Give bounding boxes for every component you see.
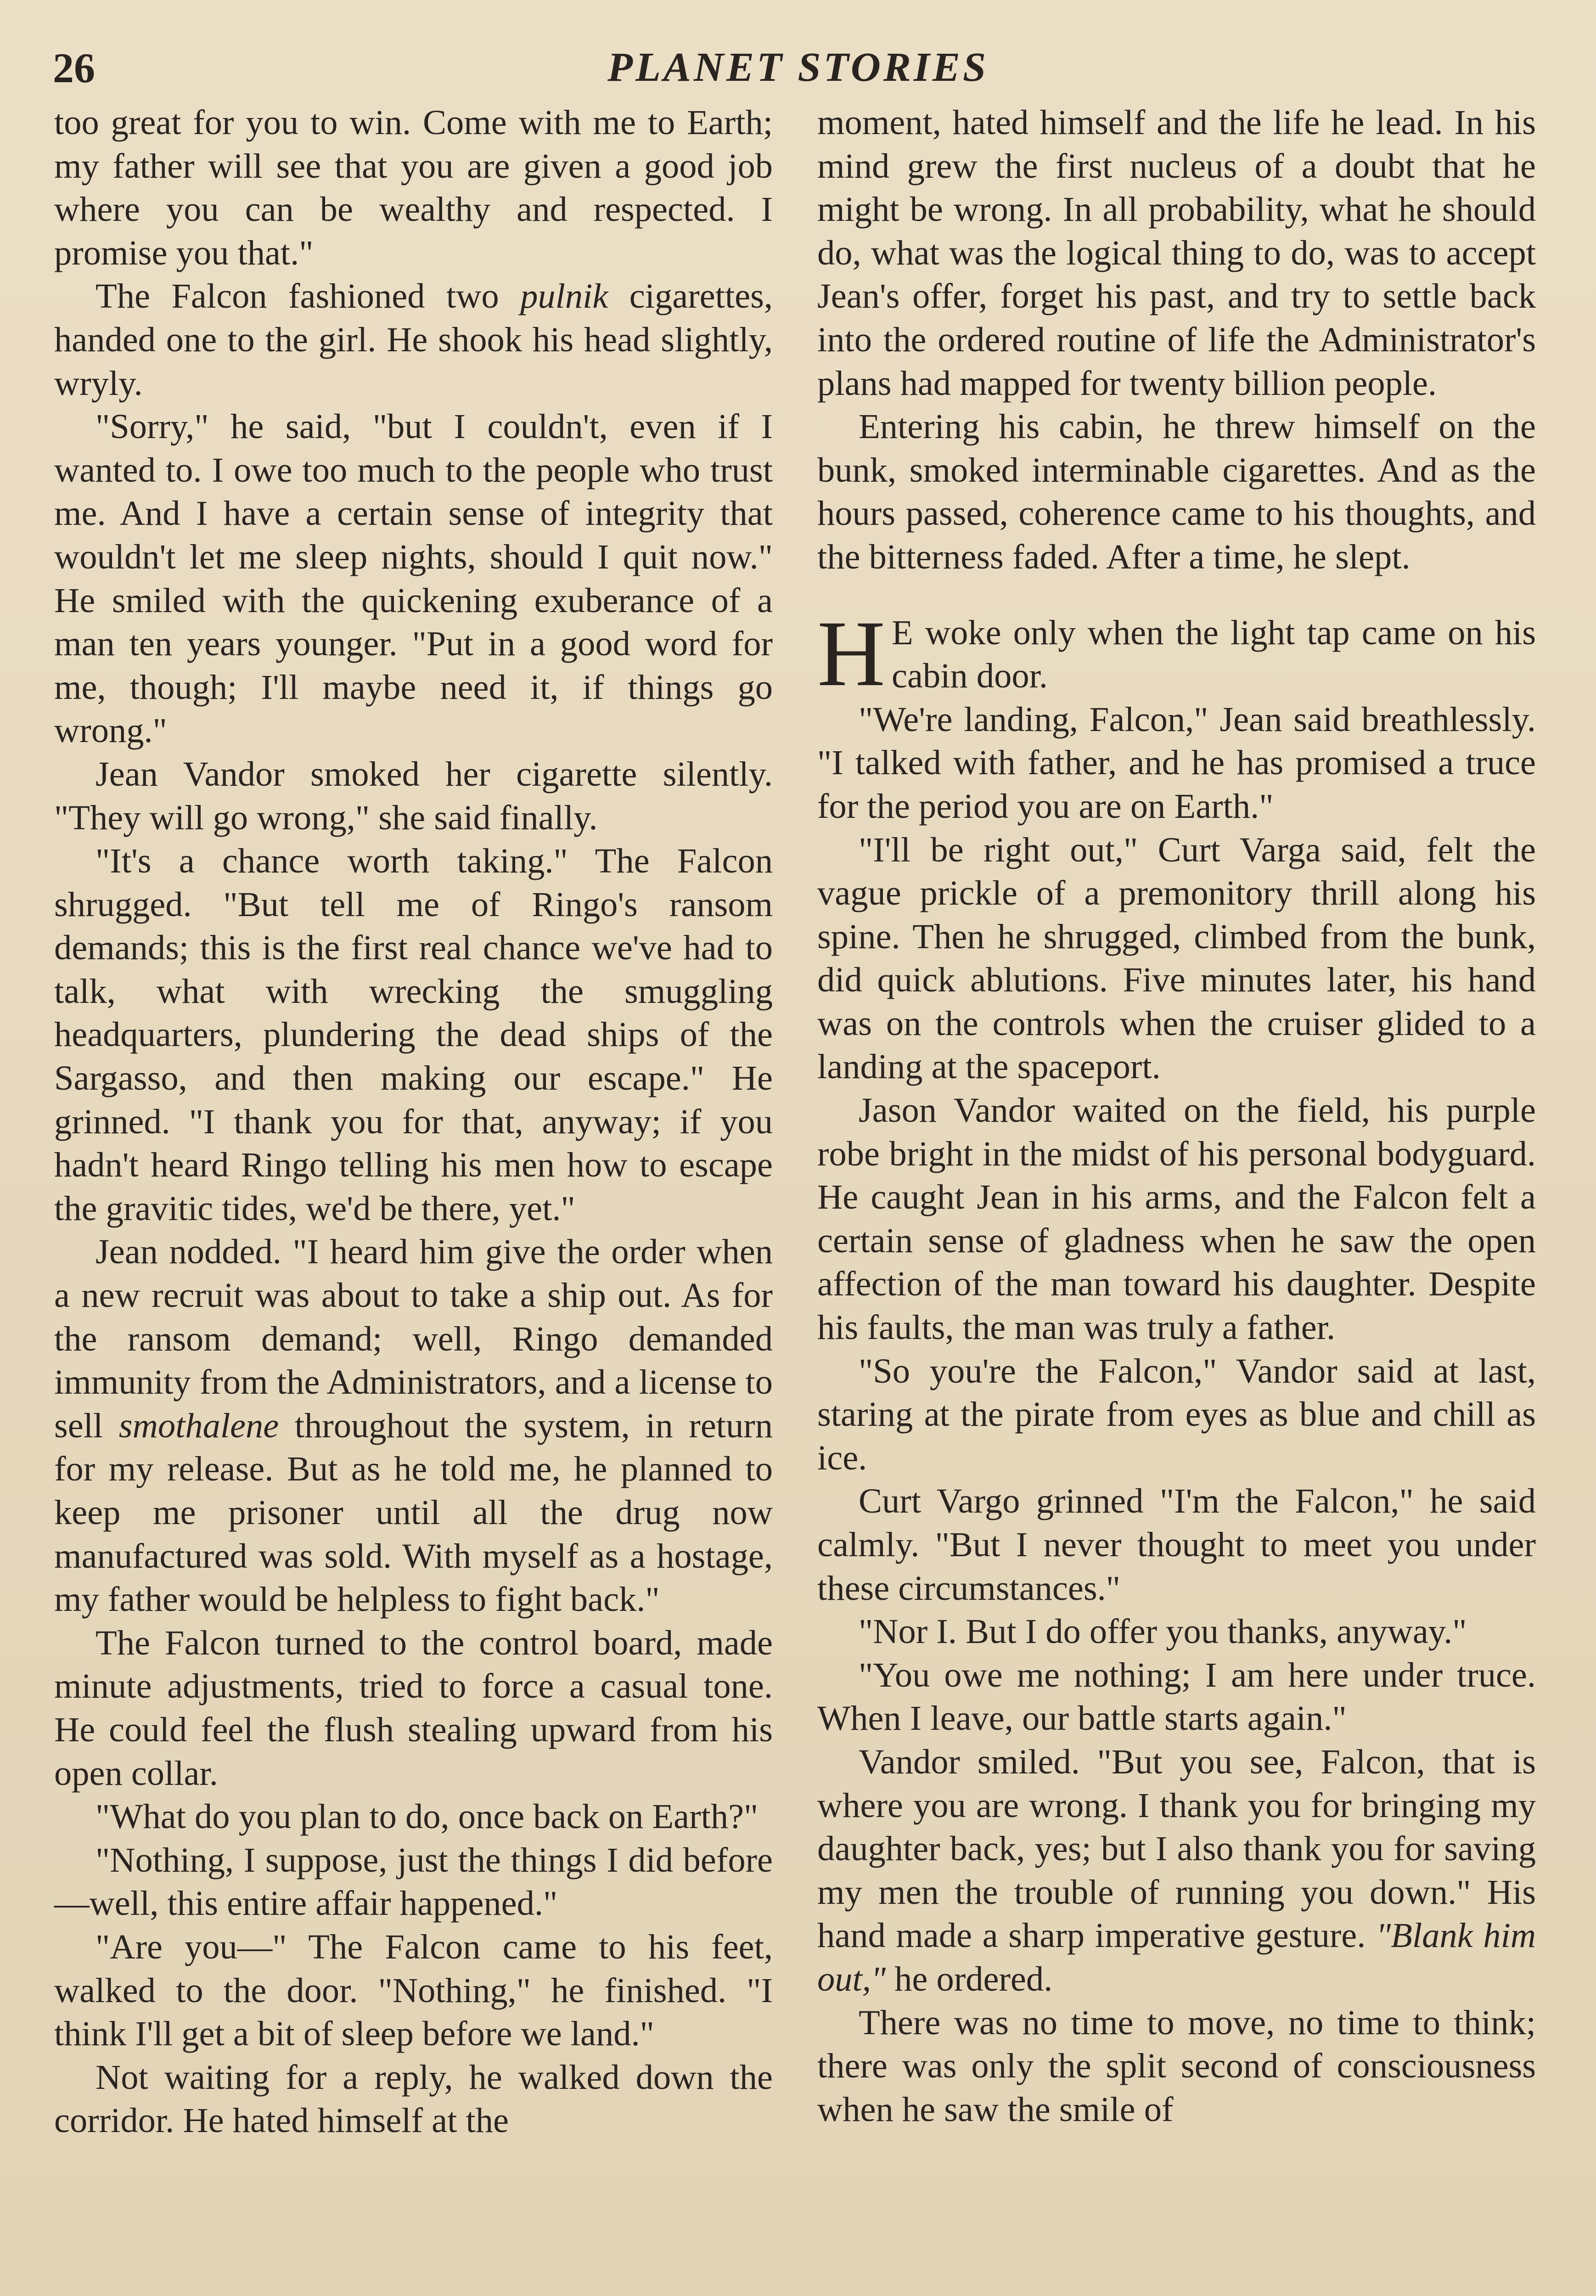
body-paragraph: [54, 275, 773, 405]
body-paragraph: [54, 753, 773, 839]
text-run: "We're landing, Falcon," Jean said breathlessly. "I talked with father, and he has promised a truce for the period you are on Earth.": [817, 699, 1536, 826]
text-run: The Falcon turned to the control board, made minute adjustments, tried to force a casual tone. He could feel the flush stealing upward from his open collar.: [54, 1623, 773, 1793]
body-paragraph: [54, 1925, 773, 2056]
text-run: Jean nodded. "I heard him give the order when a new recruit was about to take a ship out. As for the ransom demand; well, Ringo demanded immunity from the Administrators, and a license to sell: [54, 1232, 773, 1445]
text-run: "So you're the Falcon," Vandor said at last, staring at the pirate from eyes as blue and chill as ice.: [817, 1351, 1536, 1477]
body-paragraph: [54, 1839, 773, 1925]
text-run: "I'll be right out," Curt Varga said, felt the vague prickle of a premonitory thrill along his spine. Then he shrugged, climbed from the bunk, did quick ablutions. Five minutes later, his hand was on the controls when the cruiser glided to a landing at the spaceport.: [817, 830, 1536, 1086]
text-run: Not waiting for a reply, he walked down the corridor. He hated himself at the: [54, 2057, 773, 2140]
body-paragraph: [817, 828, 1536, 1089]
text-run: Vandor smiled. "But you see, Falcon, that is where you are wrong. I thank you for bringing my daughter back, yes; but I also thank you for saving my men the trouble of running you down." His hand made a sharp imperative gesture.: [817, 1742, 1536, 1955]
text-run: Jason Vandor waited on the field, his purple robe bright in the midst of his personal bodyguard. He caught Jean in his arms, and the Falcon felt a certain sense of gladness when he saw the open affection of the man toward his daughter. Despite his faults, the man was truly a father.: [817, 1091, 1536, 1347]
text-run: "Are you—" The Falcon came to his feet, walked to the door. "Nothing," he finished. "I think I'll get a bit of sleep before we land.": [54, 1927, 773, 2054]
text-run: Jean Vandor smoked her cigarette silently. "They will go wrong," she said finally.: [54, 754, 773, 837]
body-paragraph: [54, 1795, 773, 1839]
left-text-column: [54, 101, 773, 2143]
text-run: Curt Vargo grinned "I'm the Falcon," he said calmly. "But I never thought to meet you under these circumstances.": [817, 1481, 1536, 1608]
body-paragraph: [817, 1610, 1536, 1654]
text-run: he ordered.: [886, 1959, 1053, 1998]
body-paragraph: [54, 1230, 773, 1621]
text-run: There was no time to move, no time to think; there was only the split second of consciousness when he saw the smile of: [817, 2003, 1536, 2129]
text-run: Entering his cabin, he threw himself on the bunk, smoked interminable cigarettes. And as the hours passed, coherence came to his thoughts, and the bitterness faded. After a time, he slept.: [817, 407, 1536, 576]
text-run: "Nor I. But I do offer you thanks, anyway.": [859, 1612, 1467, 1651]
italic-text-run: pulnik: [520, 276, 608, 316]
body-paragraph: [54, 1621, 773, 1795]
body-paragraph: [54, 405, 773, 753]
body-paragraph: [54, 101, 773, 275]
italic-text-run: smothalene: [118, 1406, 279, 1445]
text-run: "Sorry," he said, "but I couldn't, even if I wanted to. I owe too much to the people who trust me. And I have a certain sense of integrity that wouldn't let me sleep nights, should I quit now." He smiled with the quickening exuberance of a man ten years younger. "Put in a good word for me, though; I'll maybe need it, if things go wrong.": [54, 407, 773, 750]
italic-text-run: "Blank him out,": [817, 1916, 1536, 1998]
body-paragraph: [54, 2056, 773, 2143]
body-paragraph: [817, 1654, 1536, 1740]
text-run: "What do you plan to do, once back on Earth?": [96, 1797, 759, 1836]
text-run: "You owe me nothing; I am here under truce. When I leave, our battle starts again.": [817, 1655, 1536, 1738]
right-text-column: [817, 101, 1536, 2131]
text-run: "It's a chance worth taking." The Falcon shrugged. "But tell me of Ringo's ransom demands; this is the first real chance we've had to talk, what with wrecking the smuggling headquarters, plundering the dead ships of the Sargasso, and then making our escape." He grinned. "I thank you for that, anyway; if you hadn't heard Ringo telling his men how to escape the gravitic tides, we'd be there, yet.": [54, 841, 773, 1228]
body-paragraph: [817, 2001, 1536, 2132]
drop-cap-letter: H: [817, 601, 886, 706]
text-run: E woke only when the light tap came on his cabin door.: [892, 613, 1536, 696]
body-paragraph: [817, 101, 1536, 405]
body-paragraph: [817, 405, 1536, 579]
body-paragraph: [817, 1089, 1536, 1350]
body-paragraph: [817, 1480, 1536, 1610]
page-header: [53, 44, 1543, 94]
body-paragraph: [817, 1740, 1536, 2001]
body-paragraph: [817, 601, 1536, 706]
text-run: The Falcon fashioned two: [96, 276, 521, 316]
body-paragraph: [817, 698, 1536, 828]
body-paragraph: [817, 1350, 1536, 1480]
text-run: moment, hated himself and the life he lead. In his mind grew the first nucleus of a doubt that he might be wrong. In all probability, what he should do, what was the logical thing to do, was to accept Jean's offer, forget his past, and try to settle back into the ordered routine of life the Administrator's plans had mapped for twenty billion people.: [817, 103, 1536, 403]
body-paragraph: [54, 839, 773, 1230]
magazine-title: PLANET STORIES: [607, 45, 989, 90]
text-run: too great for you to win. Come with me to Earth; my father will see that you are given a good job where you can be wealthy and respected. I promise you that.": [54, 103, 773, 272]
page-number: 26: [53, 45, 95, 91]
text-run: "Nothing, I suppose, just the things I did before—well, this entire affair happened.": [54, 1840, 773, 1923]
text-run: cigarettes, handed one to the girl. He shook his head slightly, wryly.: [54, 276, 773, 403]
text-run: throughout the system, in return for my release. But as he told me, he planned to keep me prisoner until all the drug now manufactured was sold. With myself as a hostage, my father would be helpless to fight back.": [54, 1406, 773, 1619]
